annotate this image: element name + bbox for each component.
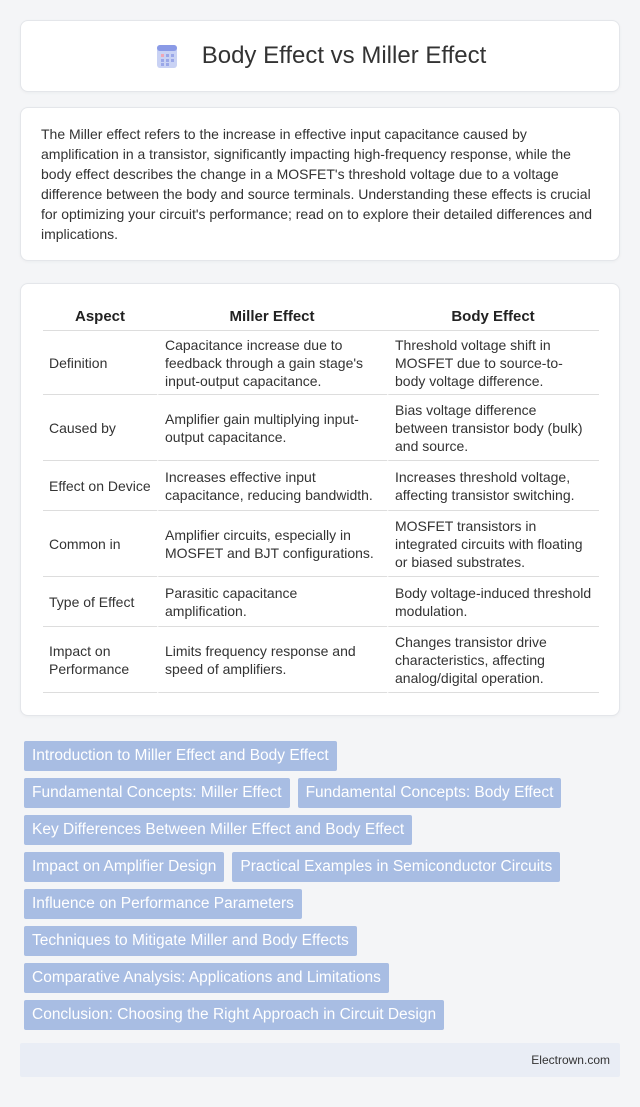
tag-row [24,852,616,882]
table-row [43,577,599,627]
comparison-table [43,298,599,693]
cell-body: MOSFET transistors in integrated circuits with floating or biased substrates. [387,511,599,577]
cell-aspect: Common in [43,511,157,577]
topic-tag-comparative-analysis[interactable]: Comparative Analysis: Applications and Limitations [24,963,389,993]
topic-tag-performance-parameters[interactable]: Influence on Performance Parameters [24,889,302,919]
header-card [20,20,620,92]
topic-tag-amplifier-design[interactable]: Impact on Amplifier Design [24,852,224,882]
comparison-table-card [20,283,620,716]
page-title: Body Effect vs Miller Effect [201,42,487,69]
tag-row [24,889,616,919]
cell-body: Bias voltage difference between transistor body (bulk) and source. [387,395,599,461]
footer-site-link[interactable]: Electrown.com [531,1053,610,1067]
cell-miller: Parasitic capacitance amplification. [157,577,387,627]
cell-aspect: Impact on Performance [43,627,157,693]
tag-row [24,778,616,808]
footer [20,1043,620,1077]
topic-tag-fundamentals-body[interactable]: Fundamental Concepts: Body Effect [298,778,562,808]
tag-row [24,1000,616,1030]
title-wrap [154,42,487,70]
cell-body: Increases threshold voltage, affecting transistor switching. [387,461,599,511]
topic-tag-key-differences[interactable]: Key Differences Between Miller Effect and Body Effect [24,815,412,845]
tag-row [24,963,616,993]
cell-body: Changes transistor drive characteristics, affecting analog/digital operation. [387,627,599,693]
cell-miller: Capacitance increase due to feedback through a gain stage's input-output capacitance. [157,331,387,395]
cell-miller: Amplifier circuits, especially in MOSFET and BJT configurations. [157,511,387,577]
cell-miller: Limits frequency response and speed of amplifiers. [157,627,387,693]
topic-tag-conclusion[interactable]: Conclusion: Choosing the Right Approach in Circuit Design [24,1000,444,1030]
table-header-row [43,298,599,331]
cell-aspect: Effect on Device [43,461,157,511]
table-row [43,511,599,577]
tag-row [24,926,616,956]
cell-aspect: Caused by [43,395,157,461]
header-body-effect: Body Effect [387,298,599,331]
topic-tag-practical-examples[interactable]: Practical Examples in Semiconductor Circuits [232,852,560,882]
intro-text: The Miller effect refers to the increase in effective input capacitance caused by amplification in a transistor, significantly impacting high-frequency response, while the body effect describes the change in a MOSFET's threshold voltage due to a voltage difference between the body and source terminals. Understanding these effects is crucial for optimizing your circuit's performance; read on to explore their detailed differences and implications. [41,126,593,242]
header-miller-effect: Miller Effect [157,298,387,331]
topic-tags [24,741,616,1037]
tag-row [24,741,616,771]
document-icon [154,42,180,70]
table-row [43,627,599,693]
tag-row [24,815,616,845]
cell-miller: Amplifier gain multiplying input-output capacitance. [157,395,387,461]
topic-tag-introduction[interactable]: Introduction to Miller Effect and Body Effect [24,741,337,771]
topic-tag-mitigation-techniques[interactable]: Techniques to Mitigate Miller and Body Effects [24,926,357,956]
table-row [43,461,599,511]
cell-miller: Increases effective input capacitance, reducing bandwidth. [157,461,387,511]
topic-tag-fundamentals-miller[interactable]: Fundamental Concepts: Miller Effect [24,778,290,808]
table-row [43,395,599,461]
cell-aspect: Type of Effect [43,577,157,627]
table-row [43,331,599,395]
intro-card [20,107,620,261]
cell-body: Body voltage-induced threshold modulation. [387,577,599,627]
header-aspect: Aspect [43,298,157,331]
cell-aspect: Definition [43,331,157,395]
cell-body: Threshold voltage shift in MOSFET due to source-to-body voltage difference. [387,331,599,395]
